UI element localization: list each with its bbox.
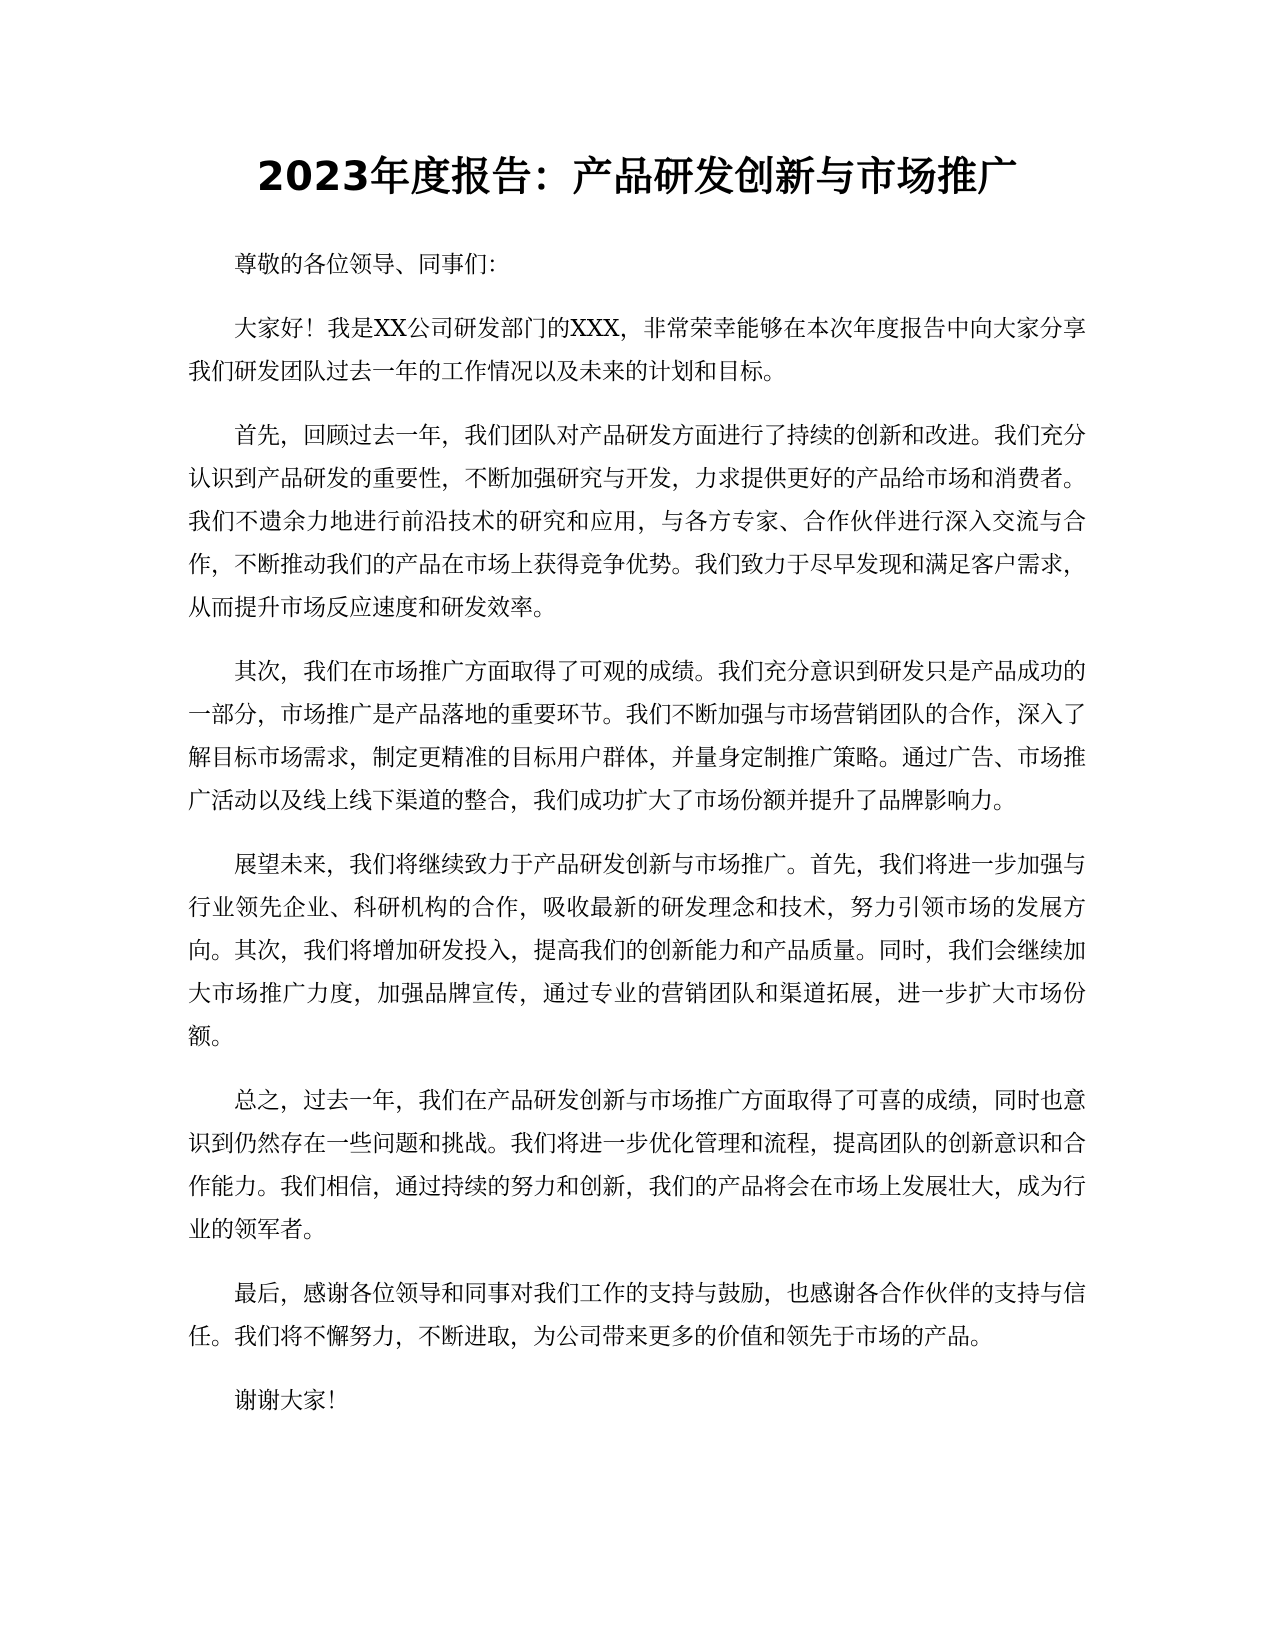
closing-paragraph: 谢谢大家！ bbox=[234, 1388, 349, 1414]
rd-review-paragraph: 首先，回顾过去一年，我们团队对产品研发方面进行了持续的创新和改进。我们充分认识到产品研发的重要性，不断加强研究与开发，力求提供更好的产品给市场和消费者。我们不遗余力地进行前沿技术的研究和应用，与各方专家、合作伙伴进行深入交流与合作，不断推动我们的产品在市场上获得竞争优势。我们致力于尽早发现和满足客户需求，从而提升市场反应速度和研发效率。 bbox=[188, 423, 1086, 621]
salutation-paragraph: 尊敬的各位领导、同事们： bbox=[234, 252, 510, 278]
outlook-paragraph: 展望未来，我们将继续致力于产品研发创新与市场推广。首先，我们将进一步加强与行业领先企业、科研机构的合作，吸收最新的研发理念和技术，努力引领市场的发展方向。其次，我们将增加研发投入，提高我们的创新能力和产品质量。同时，我们会继续加大市场推广力度，加强品牌宣传，通过专业的营销团队和渠道拓展，进一步扩大市场份额。 bbox=[188, 852, 1086, 1050]
summary-paragraph: 总之，过去一年，我们在产品研发创新与市场推广方面取得了可喜的成绩，同时也意识到仍然存在一些问题和挑战。我们将进一步优化管理和流程，提高团队的创新意识和合作能力。我们相信，通过持续的努力和创新，我们的产品将会在市场上发展壮大，成为行业的领军者。 bbox=[188, 1088, 1086, 1243]
marketing-review-paragraph: 其次，我们在市场推广方面取得了可观的成绩。我们充分意识到研发只是产品成功的一部分，市场推广是产品落地的重要环节。我们不断加强与市场营销团队的合作，深入了解目标市场需求，制定更精准的目标用户群体，并量身定制推广策略。通过广告、市场推广活动以及线上线下渠道的整合，我们成功扩大了市场份额并提升了品牌影响力。 bbox=[188, 659, 1086, 814]
thanks-paragraph: 最后，感谢各位领导和同事对我们工作的支持与鼓励，也感谢各合作伙伴的支持与信任。我们将不懈努力，不断进取，为公司带来更多的价值和领先于市场的产品。 bbox=[188, 1281, 1086, 1350]
introduction-paragraph: 大家好！我是XX公司研发部门的XXX，非常荣幸能够在本次年度报告中向大家分享我们研发团队过去一年的工作情况以及未来的计划和目标。 bbox=[188, 316, 1086, 385]
page-title: 2023年度报告：产品研发创新与市场推广 bbox=[256, 154, 1019, 200]
document-body bbox=[188, 244, 1086, 1444]
